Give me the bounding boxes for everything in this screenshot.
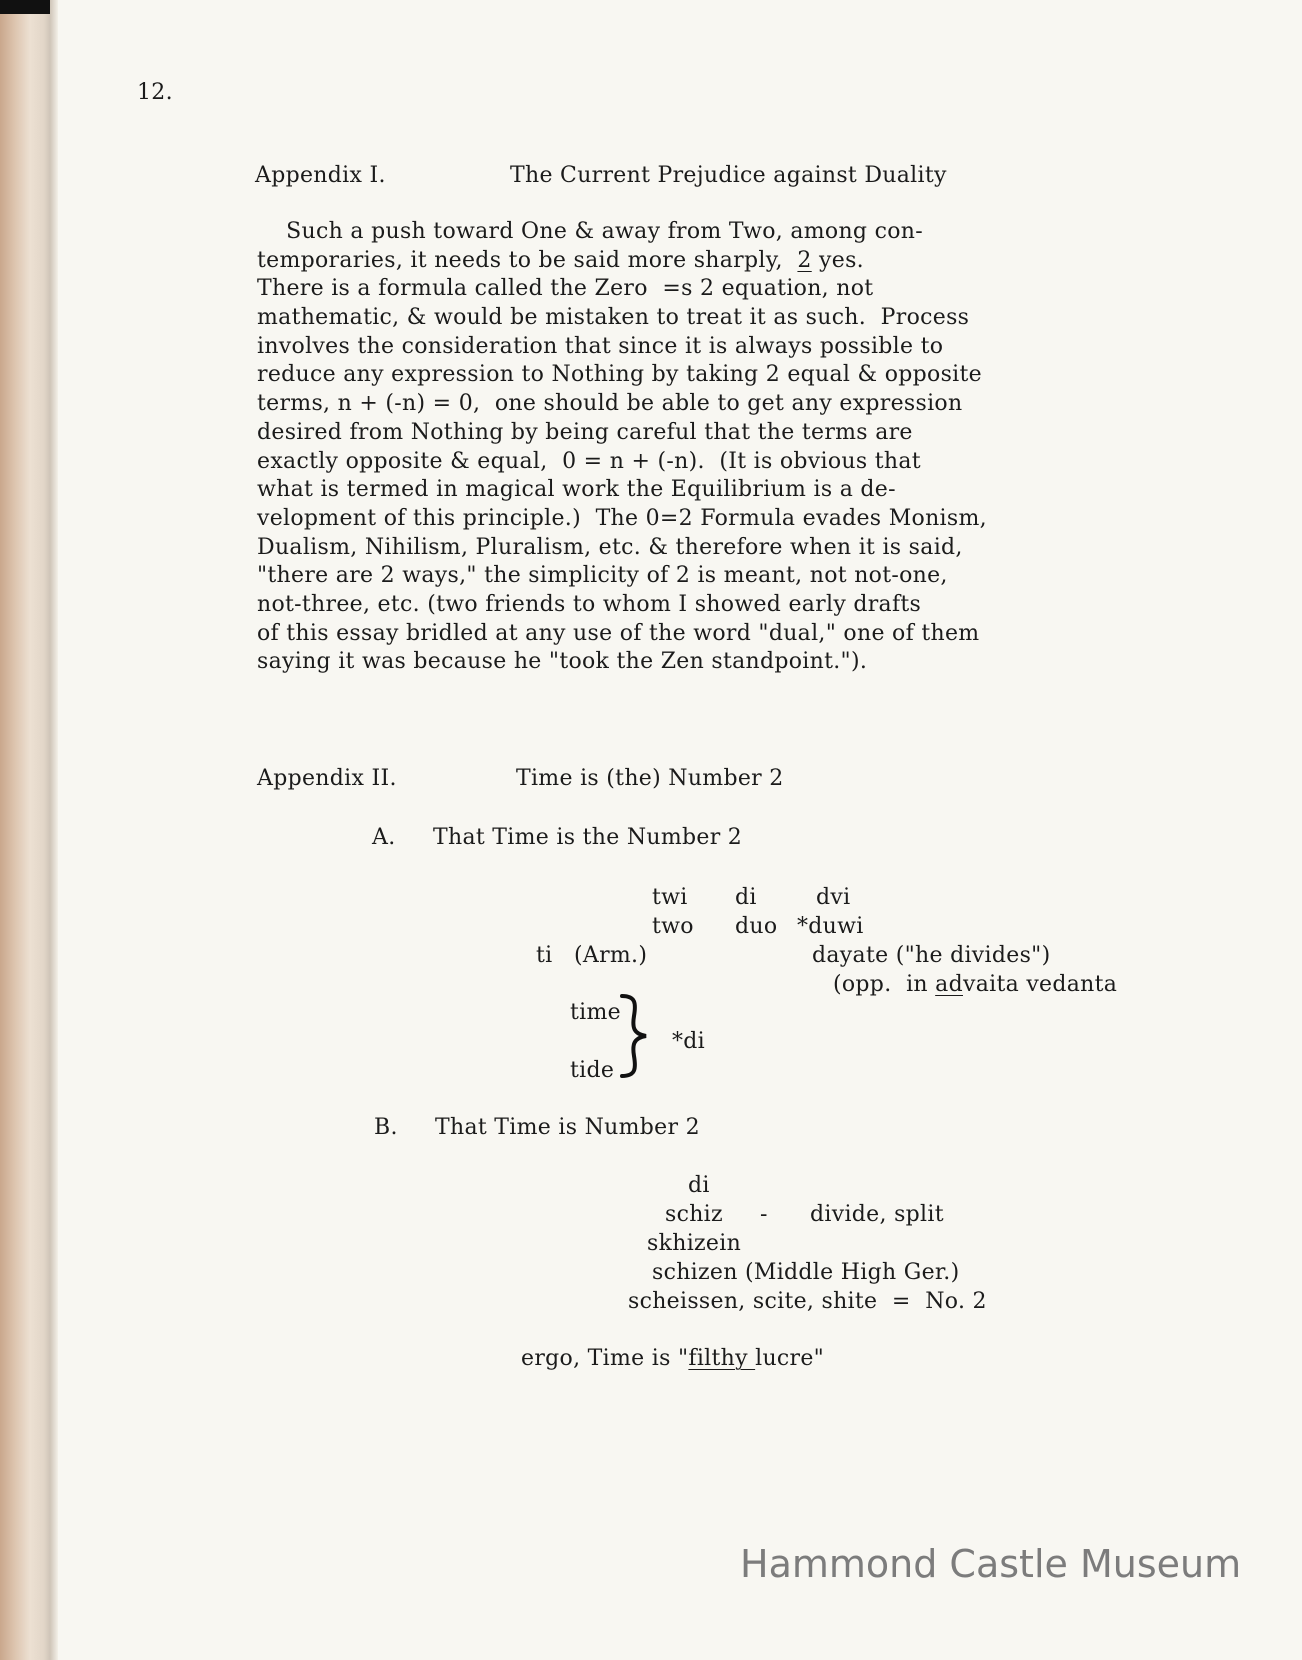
word-tide: tide xyxy=(570,1058,615,1083)
body-line: terms, n + (-n) = 0, one should be able to get any expression xyxy=(257,391,963,417)
word-di: di xyxy=(735,885,757,910)
section-b-heading: That Time is Number 2 xyxy=(435,1115,700,1140)
section-b-marker: B. xyxy=(374,1115,398,1140)
body-line: Such a push toward One & away from Two, among con- xyxy=(257,219,923,244)
word-scheissen: scheissen, scite, shite = No. 2 xyxy=(628,1289,987,1314)
watermark: Hammond Castle Museum xyxy=(740,1542,1242,1586)
body-line: mathematic, & would be mistaken to treat it as such. Process xyxy=(257,305,970,331)
word-time: time xyxy=(570,1000,621,1025)
body-line: what is termed in magical work the Equilibrium is a de- xyxy=(257,477,896,503)
body-line: There is a formula called the Zero =s 2 equation, not xyxy=(257,276,874,302)
body-line: not-three, etc. (two friends to whom I showed early drafts xyxy=(257,591,922,617)
word-schizen: schizen (Middle High Ger.) xyxy=(652,1260,960,1285)
body-line: "there are 2 ways," the simplicity of 2 is meant, not not-one, xyxy=(257,563,948,589)
section-a-marker: A. xyxy=(372,825,396,850)
opp-advaita: (opp. in advaita vedanta xyxy=(833,972,1118,997)
page-number: 12. xyxy=(137,80,173,105)
body-line: desired from Nothing by being careful that the terms are xyxy=(257,419,913,445)
word-skhizein: skhizein xyxy=(647,1231,742,1256)
word-twi: twi xyxy=(652,885,688,910)
body-line: velopment of this principle.) The 0=2 Formula evades Monism, xyxy=(257,505,987,531)
word-dayate: dayate ("he divides") xyxy=(812,943,1051,968)
word-schiz: schiz xyxy=(665,1202,723,1227)
word-arm: (Arm.) xyxy=(574,943,648,968)
appendix-1-label: Appendix I. xyxy=(255,163,386,188)
appendix-2-title: Time is (the) Number 2 xyxy=(516,766,784,791)
appendix-2-label: Appendix II. xyxy=(257,766,397,791)
ergo-line: ergo, Time is "filthy lucre" xyxy=(521,1346,825,1371)
body-line: involves the consideration that since it is always possible to xyxy=(257,333,944,359)
body-line: of this essay bridled at any use of the word "dual," one of them xyxy=(257,620,980,646)
word-star-di: *di xyxy=(672,1029,706,1054)
body-line: reduce any expression to Nothing by taking 2 equal & opposite xyxy=(257,362,982,388)
body-line: exactly opposite & equal, 0 = n + (-n). (It is obvious that xyxy=(257,448,921,474)
body-line: Dualism, Nihilism, Pluralism, etc. & therefore when it is said, xyxy=(257,534,963,560)
appendix-1-body xyxy=(257,218,1117,677)
word-dvi: dvi xyxy=(816,885,851,910)
dash: - xyxy=(760,1202,768,1227)
word-divide: divide, split xyxy=(810,1202,944,1227)
word-duwi: *duwi xyxy=(797,914,864,939)
curly-brace-icon xyxy=(618,994,652,1078)
word-two: two xyxy=(652,914,694,939)
appendix-1-title: The Current Prejudice against Duality xyxy=(510,163,947,188)
scan-corner xyxy=(0,0,50,14)
word-duo: duo xyxy=(735,914,778,939)
body-line: temporaries, it needs to be said more sharply, 2 yes. xyxy=(257,247,864,273)
underlined-2: 2 xyxy=(797,247,812,273)
binding-gutter xyxy=(0,0,58,1660)
section-a-heading: That Time is the Number 2 xyxy=(433,825,743,850)
word-ti: ti xyxy=(536,943,553,968)
word-b-di: di xyxy=(688,1173,710,1198)
body-line: saying it was because he "took the Zen standpoint."). xyxy=(257,649,868,675)
